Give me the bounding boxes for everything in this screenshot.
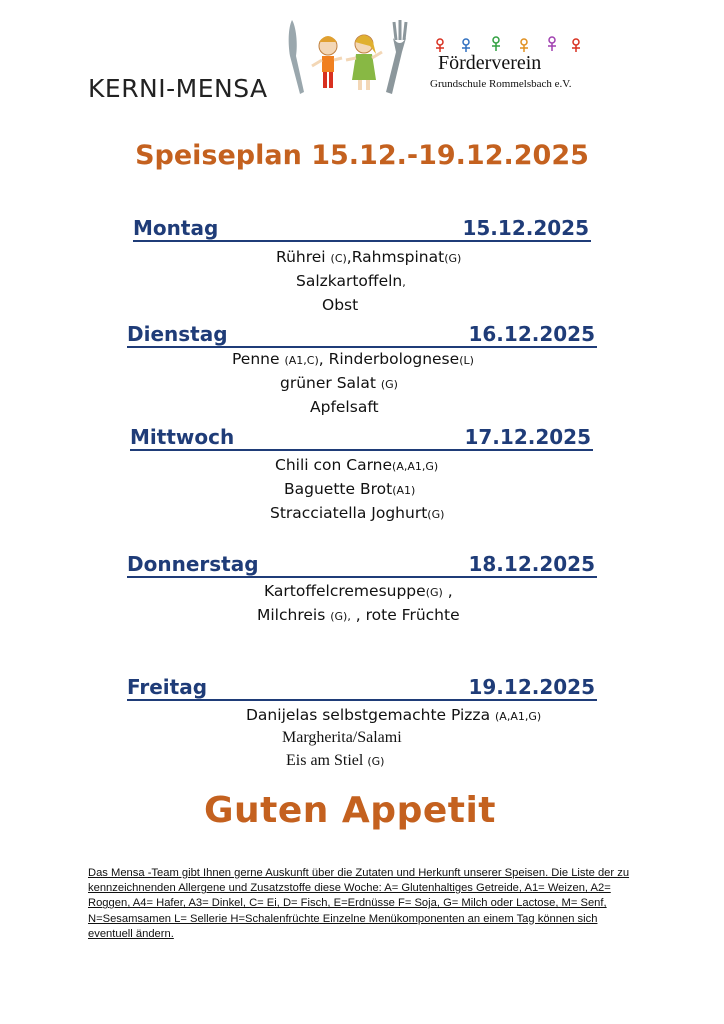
- dish-text: Chili con Carne: [275, 456, 393, 474]
- day-date: 19.12.2025: [468, 675, 595, 699]
- dish-text: Rührei: [276, 248, 331, 266]
- allergen-footnote: Das Mensa -Team gibt Ihnen gerne Auskunft über die Zutaten und Herkunft unserer Speisen. Die Liste der zu kennzeichnenden Allergene und Zusatzstoffe diese Woche: A= Glutenhaltiges Getreide, A1= Weizen, A2= Roggen, A4= Hafer, A3= Dinkel, C= Ei, D= Fisch, E=Erdnüsse F= Soja, G= Milch oder Lactose, M= Senf, N=Sesamsamen L= Sellerie H=Schalenfrüchte Einzelne Menükomponenten an einem Tag können sich eventuell ändern.: [88, 867, 630, 940]
- verein-subtitle: Grundschule Rommelsbach e.V.: [430, 78, 572, 90]
- dish-text: ,Rahmspinat: [346, 248, 445, 266]
- day-date: 16.12.2025: [468, 322, 595, 346]
- day-name: Donnerstag: [127, 552, 259, 576]
- dish-text: Obst: [322, 296, 359, 314]
- day-heading: [130, 419, 593, 451]
- menu-item: [284, 480, 415, 498]
- verein-name: Förderverein: [438, 52, 542, 74]
- day-heading: [127, 546, 597, 578]
- menu-item: [264, 582, 453, 600]
- dish-text: grüner Salat: [280, 374, 381, 392]
- dish-text: , rote Früchte: [350, 606, 460, 624]
- day-name: Dienstag: [127, 322, 228, 346]
- allergen-code: (A1,C): [284, 354, 319, 367]
- dish-text: Stracciatella Joghurt: [270, 504, 428, 522]
- allergen-code: (A,A1,G): [392, 460, 439, 473]
- closing-text: Guten Appetit: [203, 790, 497, 831]
- foerderverein-logo: [428, 34, 586, 94]
- menu-item: [322, 296, 358, 314]
- dish-text: Salzkartoffeln: [296, 272, 403, 290]
- brand-title: KERNI-MENSA: [88, 74, 268, 103]
- allergen-code: (G): [427, 508, 445, 521]
- menu-item: [257, 606, 460, 624]
- day-date: 17.12.2025: [464, 425, 591, 449]
- menu-item: [246, 706, 541, 724]
- day-heading: [133, 210, 591, 242]
- menu-item: [310, 398, 379, 416]
- menu-item: [275, 456, 438, 474]
- dish-text: Kartoffelcremesuppe: [264, 582, 426, 600]
- day-name: Mittwoch: [130, 425, 235, 449]
- day-heading: [127, 316, 597, 348]
- menu-item: [286, 751, 384, 770]
- allergen-code: (G): [367, 755, 385, 768]
- menu-item: [232, 350, 474, 368]
- page-title: Speiseplan 15.12.-19.12.2025: [135, 140, 589, 171]
- allergen-code: (C): [330, 252, 347, 265]
- menu-item: [280, 374, 398, 392]
- allergen-code: ,: [402, 276, 406, 289]
- day-date: 18.12.2025: [468, 552, 595, 576]
- dish-text: Margherita/Salami: [282, 729, 402, 746]
- dish-text: Milchreis: [257, 606, 331, 624]
- allergen-code: (G): [425, 586, 443, 599]
- menu-item: [282, 728, 402, 747]
- dish-text: Penne: [232, 350, 285, 368]
- dish-text: ,: [442, 582, 453, 600]
- menu-item: [270, 504, 444, 522]
- allergen-code: (G): [444, 252, 462, 265]
- day-name: Montag: [133, 216, 219, 240]
- dish-text: Eis am Stiel: [286, 752, 368, 769]
- mensa-logo: [282, 16, 412, 96]
- allergen-code: (A1): [392, 484, 416, 497]
- dish-text: Apfelsaft: [310, 398, 379, 416]
- day-date: 15.12.2025: [462, 216, 589, 240]
- allergen-code: (A,A1,G): [495, 710, 542, 723]
- allergen-code: (G): [380, 378, 398, 391]
- dish-text: Baguette Brot: [284, 480, 393, 498]
- dish-text: , Rinderbolognese: [318, 350, 460, 368]
- allergen-code: (L): [459, 354, 474, 367]
- day-name: Freitag: [127, 675, 208, 699]
- menu-item: [276, 248, 461, 266]
- menu-item: [296, 272, 406, 290]
- day-heading: [127, 669, 597, 701]
- dish-text: Danijelas selbstgemachte Pizza: [246, 706, 495, 724]
- allergen-code: (G),: [330, 610, 351, 623]
